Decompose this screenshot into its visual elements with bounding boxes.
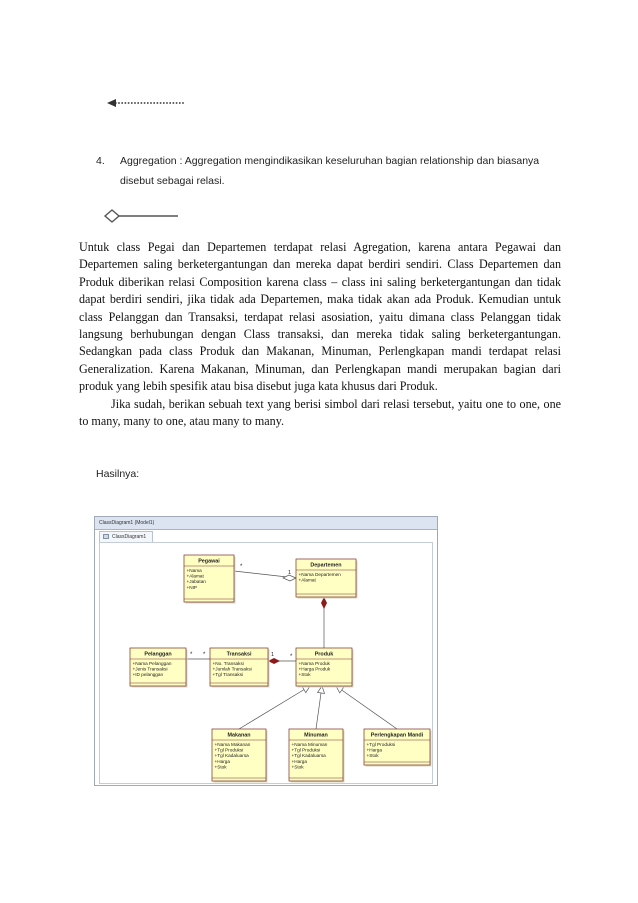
uml-diagram: [100, 543, 432, 783]
class-attr-pelanggan: +ID pelanggan: [132, 672, 164, 678]
list-number: 4.: [96, 155, 105, 167]
result-label: Hasilnya:: [96, 468, 140, 480]
class-name-pelanggan: Pelanggan: [144, 651, 172, 658]
class-attr-transaksi: +No. Transaksi: [212, 661, 244, 666]
class-name-perlengkapan: Perlengkapan Mandi: [370, 732, 424, 739]
class-name-minuman: Minuman: [304, 732, 328, 739]
class-attr-departemen: +Nama Departemen: [298, 572, 341, 577]
class-attr-transaksi: +Tgl Transaksi: [212, 672, 244, 678]
diagram-tab[interactable]: [99, 531, 153, 542]
class-attr-perlengkapan: +Stok: [366, 753, 379, 759]
class-name-pegawai: Pegawai: [198, 558, 220, 565]
multiplicity-departemen: 1: [288, 570, 292, 576]
class-attr-minuman: +Harga: [291, 758, 308, 764]
class-attr-minuman: +Tgl Produksi: [291, 747, 321, 753]
class-name-makanan: Makanan: [227, 732, 251, 739]
class-attr-transaksi: +Jumlah Transaksi: [212, 666, 252, 672]
multiplicity-transaksi-right: 1: [271, 652, 275, 658]
class-attr-makanan: +Tgl Produksi: [214, 747, 244, 753]
paragraph-2: Jika sudah, berikan sebuah text yang berisi simbol dari relasi tersebut, yaitu one to one, one to many, many to one, atau many to many.: [79, 396, 561, 429]
class-attr-pegawai: +NIP: [186, 584, 198, 590]
class-attr-minuman: +Stok: [291, 764, 304, 770]
class-name-produk: Produk: [314, 651, 334, 658]
diagram-canvas: [99, 542, 433, 784]
class-attr-produk: +Nama Produk: [298, 661, 330, 666]
list-text: Aggregation : Aggregation mengindikasikan keseluruhan bagian relationship dan biasanya disebut sebagai relasi.: [120, 155, 540, 187]
class-attr-pegawai: +Nama: [186, 568, 202, 573]
generalization-perlengkapan-line: [336, 686, 397, 729]
multiplicity-pegawai: *: [240, 564, 243, 570]
composition-diamond-trans: [268, 658, 280, 664]
class-diagram-window: [94, 516, 438, 786]
class-attr-pelanggan: +Nama Pelanggan: [132, 661, 172, 666]
dependency-arrow-icon: [106, 96, 186, 110]
multiplicity-transaksi-left: *: [203, 652, 206, 658]
class-attr-perlengkapan: +Harga: [366, 747, 383, 753]
diagram-tab-label: ClassDiagram1: [112, 534, 147, 540]
paragraph-1: Untuk class Pegai dan Departemen terdapat relasi Agregation, karena antara Pegawai dan Departemen saling berketergantungan dan mereka dapat berdiri sendiri. Class Departemen dan Produk diberikan relasi Composition karena class – class ini saling berketergantungan dan tidak dapat berdiri sendiri, jika tidak ada Departemen, maka tidak akan ada Produk. Kemudian untuk class Pelanggan dan Transaksi, terdapat relasi asosiation, yaitu dimana class Pelanggan tidak langsung berhubungan dengan Class transaksi, dan mereka tidak saling berketergantungan. Sedangkan pada class Produk dan Makanan, Minuman, Perlengkapan mandi terdapat relasi Generalization. Karena Makanan, Minuman, dan Perlengkapan mandi merupakan bagian dari produk yang lebih spesifik atau bisa disebut juga kata khusus dari Produk.: [79, 240, 561, 394]
class-attr-perlengkapan: +Tgl Produksi: [366, 742, 396, 747]
class-attr-pegawai: +Alamat: [186, 573, 204, 579]
class-attr-produk: +Stok: [298, 672, 311, 678]
body-paragraph: [79, 239, 561, 430]
class-attr-makanan: +Harga: [214, 758, 231, 764]
class-attr-minuman: +Tgl Kadaluarsa: [291, 753, 326, 759]
class-name-departemen: Departemen: [310, 562, 342, 569]
class-attr-makanan: +Stok: [214, 764, 227, 770]
class-attr-pelanggan: +Jenis Transaksi: [132, 666, 168, 672]
class-attr-makanan: +Tgl Kadaluarsa: [214, 753, 249, 759]
class-attr-makanan: +Nama Makanan: [214, 742, 251, 747]
composition-diamond-dept: [321, 597, 327, 609]
class-attr-minuman: +Nama Minuman: [291, 742, 328, 747]
class-attr-produk: +Harga Produk: [298, 666, 331, 672]
generalization-makanan-line: [239, 686, 310, 729]
class-attr-pegawai: +Jabatan: [186, 579, 206, 585]
aggregation-symbol-icon: [103, 205, 179, 225]
multiplicity-produk: *: [290, 654, 293, 660]
class-name-transaksi: Transaksi: [226, 651, 252, 658]
diagram-file-icon: [103, 534, 109, 539]
diagram-window-title: ClassDiagram1 (Model1): [95, 517, 437, 530]
multiplicity-pelanggan: *: [190, 652, 193, 658]
class-attr-departemen: +Alamat: [298, 577, 316, 583]
